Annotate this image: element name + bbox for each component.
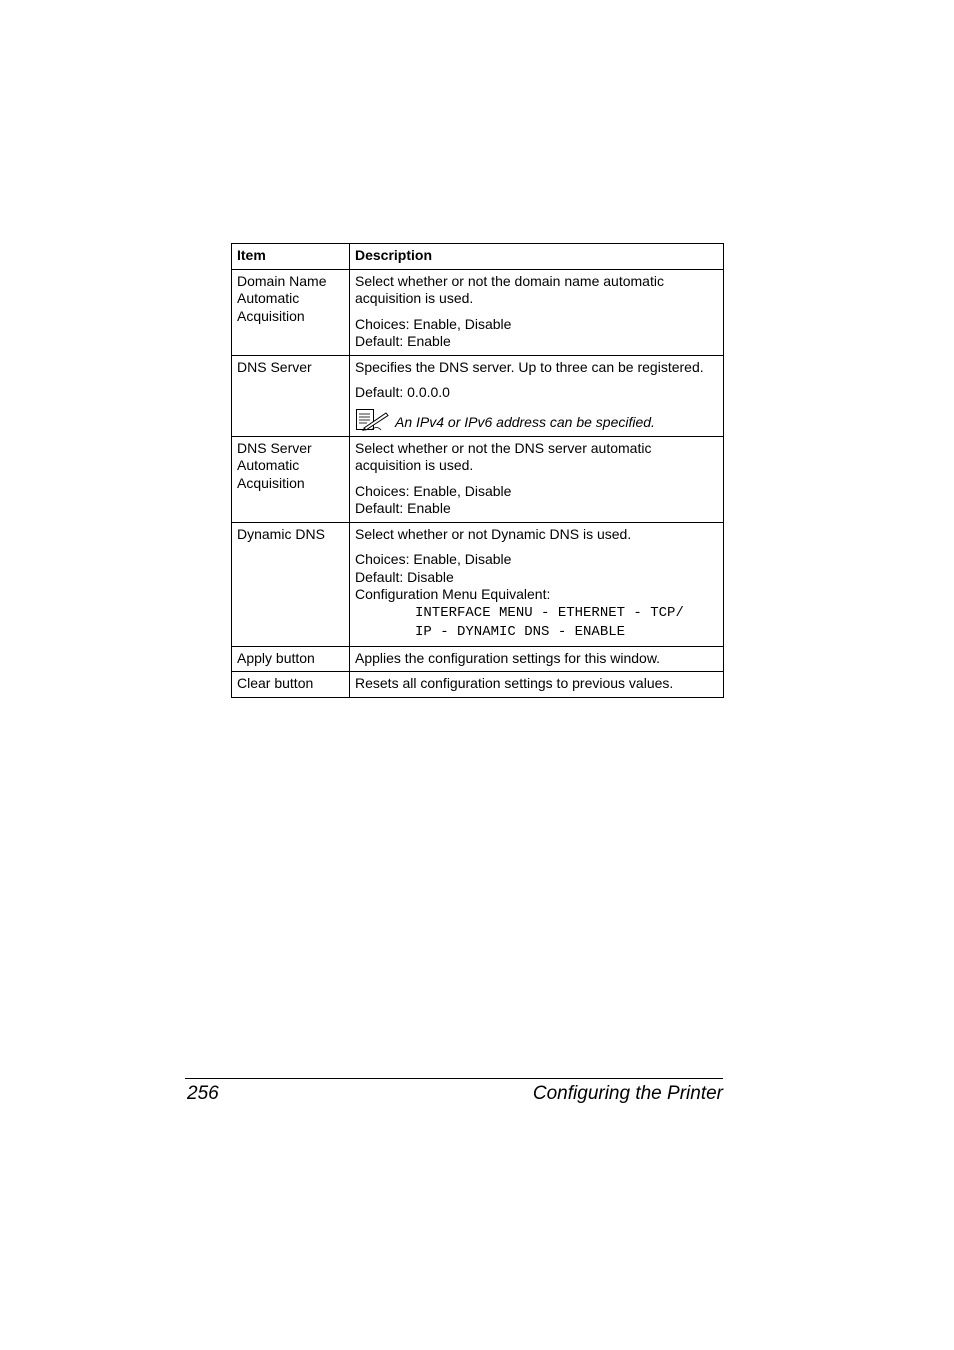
choices-text: Choices: Enable, Disable	[355, 482, 512, 499]
item-label: DNS Server	[237, 358, 312, 375]
note	[355, 408, 718, 432]
table-row	[232, 436, 724, 522]
description-cell	[350, 269, 724, 355]
choices-text: Choices: Enable, Disable	[355, 551, 512, 567]
item-cell	[232, 355, 350, 436]
description-text: Specifies the DNS server. Up to three can be registered.	[355, 358, 704, 375]
description-text: Resets all configuration settings to previous values.	[355, 675, 674, 691]
item-label: Acquisition	[237, 307, 305, 324]
item-cell	[232, 436, 350, 522]
column-header-description: Description	[350, 244, 724, 270]
item-label: Automatic	[237, 290, 300, 306]
item-label: Automatic	[237, 457, 300, 473]
description-cell	[350, 522, 724, 646]
default-text: Default: Enable	[355, 500, 451, 516]
table-header-row	[232, 244, 724, 270]
default-text: Default: Enable	[355, 333, 451, 349]
note-text: An IPv4 or IPv6 address can be specified.	[395, 414, 655, 430]
description-text: Applies the configuration settings for this window.	[355, 649, 661, 666]
table-row	[232, 269, 724, 355]
item-label: Dynamic DNS	[237, 525, 325, 542]
item-label: Acquisition	[237, 474, 305, 491]
menu-equivalent-label: Configuration Menu Equivalent:	[355, 586, 551, 602]
description-text: Select whether or not Dynamic DNS is used.	[355, 525, 632, 542]
item-cell	[232, 646, 350, 672]
menu-path: INTERFACE MENU - ETHERNET - TCP/	[415, 604, 684, 621]
description-text: Select whether or not the DNS server automatic	[355, 439, 652, 456]
description-cell	[350, 436, 724, 522]
description-text: Select whether or not the domain name automatic	[355, 272, 664, 289]
item-cell	[232, 269, 350, 355]
section-title: Configuring the Printer	[532, 1083, 723, 1104]
column-header-item: Item	[232, 244, 350, 270]
default-text: Default: Disable	[355, 568, 454, 585]
item-label: DNS Server	[237, 439, 312, 456]
item-label: Domain Name	[237, 272, 327, 289]
footer-divider	[185, 1078, 723, 1079]
settings-table	[231, 243, 724, 698]
table-row	[232, 672, 724, 698]
note-pencil-icon	[355, 408, 389, 432]
item-cell	[232, 522, 350, 646]
description-cell	[350, 355, 724, 436]
table-row	[232, 646, 724, 672]
item-cell	[232, 672, 350, 698]
description-cell	[350, 672, 724, 698]
table-row	[232, 522, 724, 646]
description-text: acquisition is used.	[355, 290, 474, 306]
item-label: Clear button	[237, 675, 314, 691]
choices-text: Choices: Enable, Disable	[355, 315, 512, 332]
item-label: Apply button	[237, 649, 315, 666]
default-text: Default: 0.0.0.0	[355, 384, 450, 400]
page-number: 256	[187, 1083, 219, 1104]
description-cell	[350, 646, 724, 672]
description-text: acquisition is used.	[355, 457, 474, 473]
table-row	[232, 355, 724, 436]
menu-path: IP - DYNAMIC DNS - ENABLE	[415, 623, 626, 640]
